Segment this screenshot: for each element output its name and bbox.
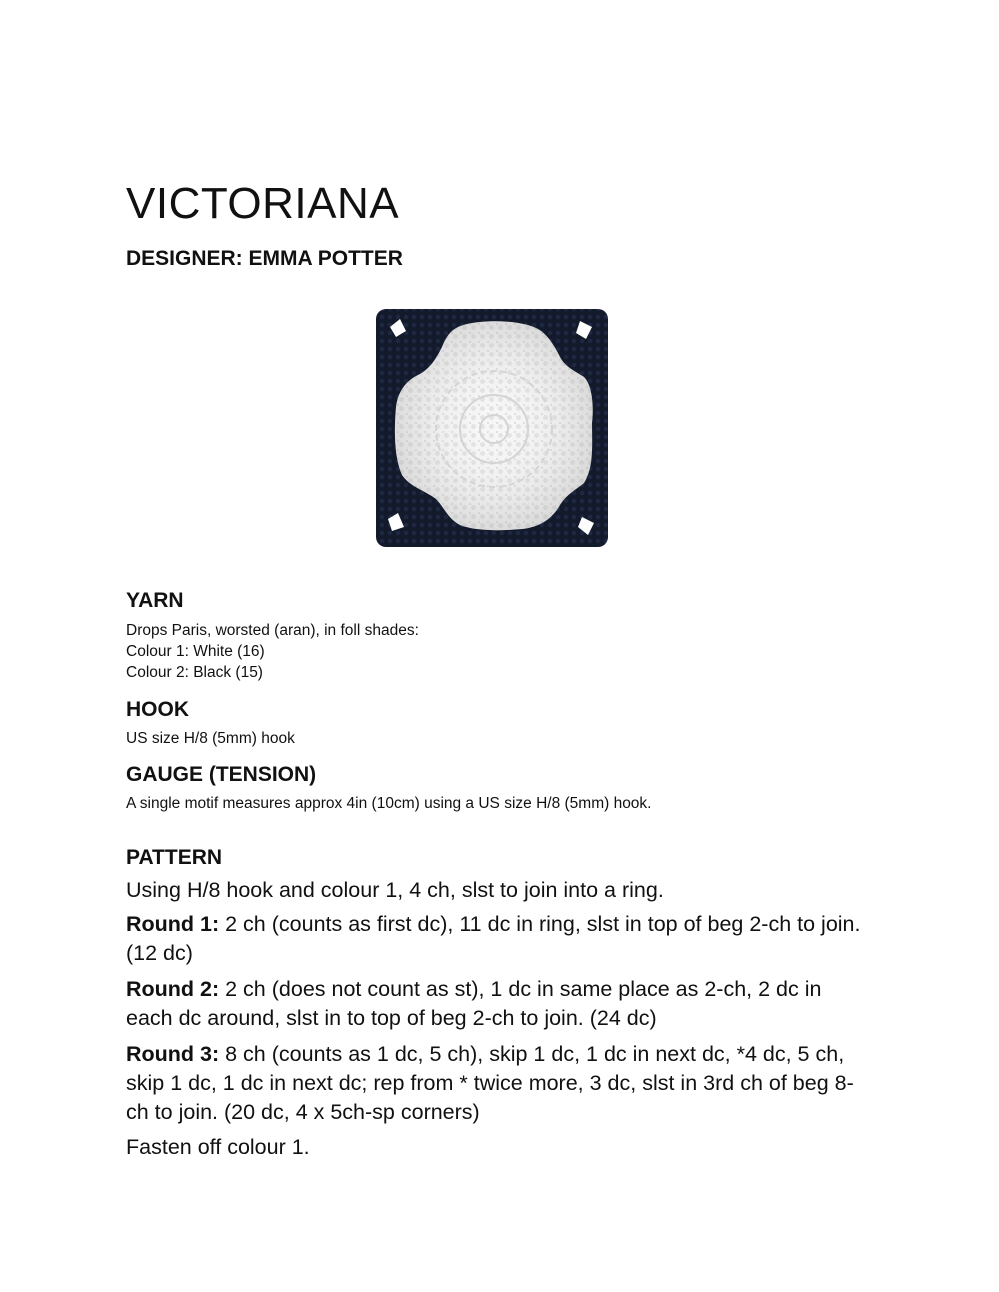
crochet-motif-image [370,305,612,551]
pattern-title: VICTORIANA [126,179,400,228]
yarn-line: Drops Paris, worsted (aran), in foll shades: [126,622,419,639]
round-text: 8 ch (counts as 1 dc, 5 ch), skip 1 dc, 1 dc in next dc, *4 dc, 5 ch, skip 1 dc, 1 dc in next dc; rep from * twice more, 3 dc, slst in 3rd ch of beg 8-ch to join. (20 dc, 4 x 5ch-sp corners) [126,1042,854,1124]
round-text: 2 ch (counts as first dc), 11 dc in ring, slst in top of beg 2-ch to join. (12 dc) [126,912,861,965]
motif-photo [370,305,612,551]
round-label: Round 3: [126,1042,220,1066]
hook-text: US size H/8 (5mm) hook [126,730,295,747]
pattern-heading: PATTERN [126,846,223,869]
pattern-outro: Fasten off colour 1. [126,1135,310,1159]
yarn-line: Colour 2: Black (15) [126,664,263,681]
round-text: 2 ch (does not count as st), 1 dc in same place as 2-ch, 2 dc in each dc around, slst in to top of beg 2-ch to join. (24 dc) [126,977,822,1030]
gauge-text: A single motif measures approx 4in (10cm) using a US size H/8 (5mm) hook. [126,795,652,812]
hook-heading: HOOK [126,698,189,721]
pattern-round-2 [126,975,866,1033]
yarn-line: Colour 1: White (16) [126,643,265,660]
pattern-intro: Using H/8 hook and colour 1, 4 ch, slst to join into a ring. [126,878,664,902]
pattern-round-3 [126,1040,866,1127]
round-label: Round 2: [126,977,220,1001]
yarn-heading: YARN [126,589,184,612]
round-label: Round 1: [126,912,220,936]
pattern-round-1 [126,910,866,968]
gauge-heading: GAUGE (TENSION) [126,763,317,786]
designer-credit: DESIGNER: EMMA POTTER [126,247,403,270]
